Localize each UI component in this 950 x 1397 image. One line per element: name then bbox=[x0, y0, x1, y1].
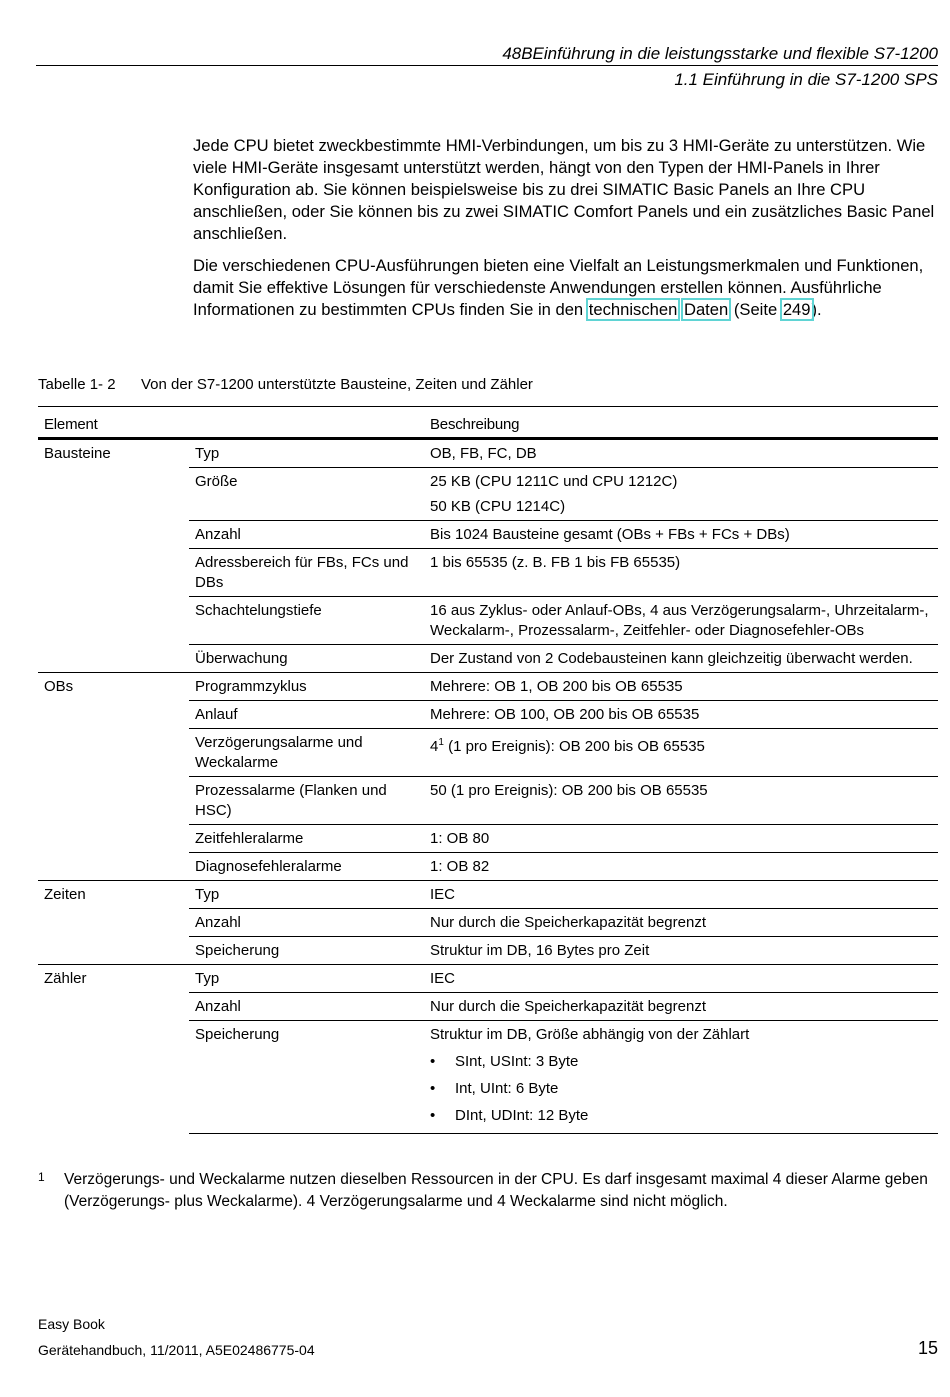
group-label-bausteine: Bausteine bbox=[44, 445, 111, 462]
running-header-title: 48BEinführung in die leistungsstarke und flexible S7-1200 bbox=[502, 44, 938, 63]
intro-paragraph-cpu bbox=[193, 255, 938, 321]
row-label: Anzahl bbox=[189, 993, 424, 1021]
row-value: 50 (1 pro Ereignis): OB 200 bis OB 65535 bbox=[424, 777, 938, 825]
page-ref-suffix: ). bbox=[811, 300, 822, 319]
table-row bbox=[38, 673, 938, 701]
page-number: 15 bbox=[917, 1338, 938, 1358]
row-value: Bis 1024 Bausteine gesamt (OBs + FBs + FCs + DBs) bbox=[424, 521, 938, 549]
paragraph-text-main: Die verschiedenen CPU-Ausführungen bieten eine Vielfalt an Leistungsmerkmalen und Funktionen, damit Sie effektive Lösungen für verschiedenste Anwendungen erstellen können. Ausführliche Informationen zu bestimmten CPUs finden Sie in den bbox=[193, 256, 924, 319]
row-value: Nur durch die Speicherkapazität begrenzt bbox=[424, 993, 938, 1021]
row-label: Anlauf bbox=[189, 701, 424, 729]
paragraph-text bbox=[193, 255, 938, 321]
row-value: Struktur im DB, 16 Bytes pro Zeit bbox=[424, 937, 938, 965]
table-row bbox=[38, 881, 938, 909]
row-label: Typ bbox=[189, 881, 424, 909]
technical-data-link-part1[interactable]: technischen bbox=[588, 300, 678, 319]
row-value: 1: OB 82 bbox=[424, 853, 938, 881]
row-value: 1 bis 65535 (z. B. FB 1 bis FB 65535) bbox=[424, 549, 938, 597]
row-value bbox=[424, 729, 938, 777]
row-value bbox=[424, 1021, 938, 1134]
row-value: Mehrere: OB 1, OB 200 bis OB 65535 bbox=[424, 673, 938, 701]
row-label: Anzahl bbox=[189, 521, 424, 549]
footer-book-title: Easy Book bbox=[38, 1316, 105, 1332]
row-value: Nur durch die Speicherkapazität begrenzt bbox=[424, 909, 938, 937]
blocks-timers-counters-table bbox=[38, 406, 938, 1134]
row-value: OB, FB, FC, DB bbox=[430, 445, 537, 462]
row-label: Prozessalarme (Flanken und HSC) bbox=[189, 777, 424, 825]
row-label: Verzögerungsalarme und Weckalarme bbox=[189, 729, 424, 777]
group-label-zaehler: Zähler bbox=[38, 965, 189, 1134]
row-label: Adressbereich für FBs, FCs und DBs bbox=[189, 549, 424, 597]
value-text: (1 pro Ereignis): OB 200 bis OB 65535 bbox=[443, 738, 705, 755]
table-row bbox=[38, 965, 938, 993]
bullet-text: SInt, USInt: 3 Byte bbox=[455, 1053, 579, 1070]
row-label: Größe bbox=[189, 468, 424, 521]
bullet-text: DInt, UDInt: 12 Byte bbox=[455, 1107, 589, 1124]
row-value: Mehrere: OB 100, OB 200 bis OB 65535 bbox=[424, 701, 938, 729]
group-label-obs: OBs bbox=[38, 673, 189, 881]
row-label: Diagnosefehleralarme bbox=[189, 853, 424, 881]
bullet-icon: • bbox=[430, 1107, 436, 1124]
header-rule bbox=[36, 65, 938, 66]
running-header-section: 1.1 Einführung in die S7-1200 SPS bbox=[674, 70, 938, 89]
footnote-text: Verzögerungs- und Weckalarme nutzen dieselben Ressourcen in der CPU. Es darf insgesamt maximal 4 dieser Alarme geben (Verzögerungs- plus Weckalarme). 4 Verzögerungsalarme und 4 Weckalarme sind nicht möglich. bbox=[64, 1171, 928, 1210]
paragraph-text: Jede CPU bietet zweckbestimmte HMI-Verbindungen, um bis zu 3 HMI-Geräte zu unterstützen. Wie viele HMI-Geräte insgesamt unterstützt werden, hängt von den Typen der HMI-Panels in Ihrer Konfiguration ab. Sie können beispielsweise bis zu drei SIMATIC Basic Panels an Ihre CPU anschließen, oder Sie können bis zu zwei SIMATIC Comfort Panels und ein zusätzliches Basic Panel anschließen. bbox=[193, 136, 935, 243]
column-header-description: Beschreibung bbox=[424, 407, 938, 439]
table-title: Von der S7-1200 unterstützte Bausteine, Zeiten und Zähler bbox=[141, 376, 533, 393]
bullet-item bbox=[430, 1079, 932, 1099]
bullet-icon: • bbox=[430, 1053, 436, 1070]
value-line: 25 KB (CPU 1211C und CPU 1212C) bbox=[430, 473, 678, 490]
bullet-text: Int, UInt: 6 Byte bbox=[455, 1080, 559, 1097]
table-header-row bbox=[38, 407, 938, 439]
group-label-zeiten: Zeiten bbox=[38, 881, 189, 965]
row-value: 1: OB 80 bbox=[424, 825, 938, 853]
row-label: Speicherung bbox=[189, 1021, 424, 1134]
row-value: 16 aus Zyklus- oder Anlauf-OBs, 4 aus Verzögerungsalarm-, Uhrzeitalarm-, Weckalarm-, Prozessalarm-, Zeitfehler- oder Diagnosefehler-OBs bbox=[424, 597, 938, 645]
page-ref-prefix: (Seite bbox=[729, 300, 782, 319]
bullet-item bbox=[430, 1106, 932, 1126]
row-label: Überwachung bbox=[189, 645, 424, 673]
footnote-ref: 1 bbox=[438, 737, 444, 748]
row-label: Typ bbox=[189, 965, 424, 993]
table-number: Tabelle 1- 2 bbox=[38, 376, 116, 393]
row-value bbox=[424, 468, 938, 521]
page-249-link[interactable]: 249 bbox=[782, 300, 811, 319]
intro-paragraph-hmi bbox=[193, 135, 938, 245]
bullet-item bbox=[430, 1052, 932, 1072]
row-label: Programmzyklus bbox=[189, 673, 424, 701]
row-label: Zeitfehleralarme bbox=[189, 825, 424, 853]
value-line: Struktur im DB, Größe abhängig von der Zählart bbox=[430, 1026, 750, 1043]
table-caption bbox=[38, 376, 533, 393]
table-row bbox=[38, 439, 938, 468]
row-label: Schachtelungstiefe bbox=[189, 597, 424, 645]
row-label: Typ bbox=[195, 445, 220, 462]
value-number: 4 bbox=[430, 738, 439, 755]
footnote-mark: 1 bbox=[38, 1170, 45, 1184]
row-value: IEC bbox=[424, 965, 938, 993]
value-line: 50 KB (CPU 1214C) bbox=[430, 498, 566, 515]
column-header-element: Element bbox=[38, 407, 424, 439]
row-value: IEC bbox=[424, 881, 938, 909]
row-value: Der Zustand von 2 Codebausteinen kann gleichzeitig überwacht werden. bbox=[424, 645, 938, 673]
footer-manual-info: Gerätehandbuch, 11/2011, A5E02486775-04 bbox=[38, 1342, 315, 1358]
technical-data-link-part2[interactable]: Daten bbox=[683, 300, 729, 319]
bullet-icon: • bbox=[430, 1080, 436, 1097]
table-footnote bbox=[38, 1169, 938, 1213]
row-label: Anzahl bbox=[189, 909, 424, 937]
row-label: Speicherung bbox=[189, 937, 424, 965]
